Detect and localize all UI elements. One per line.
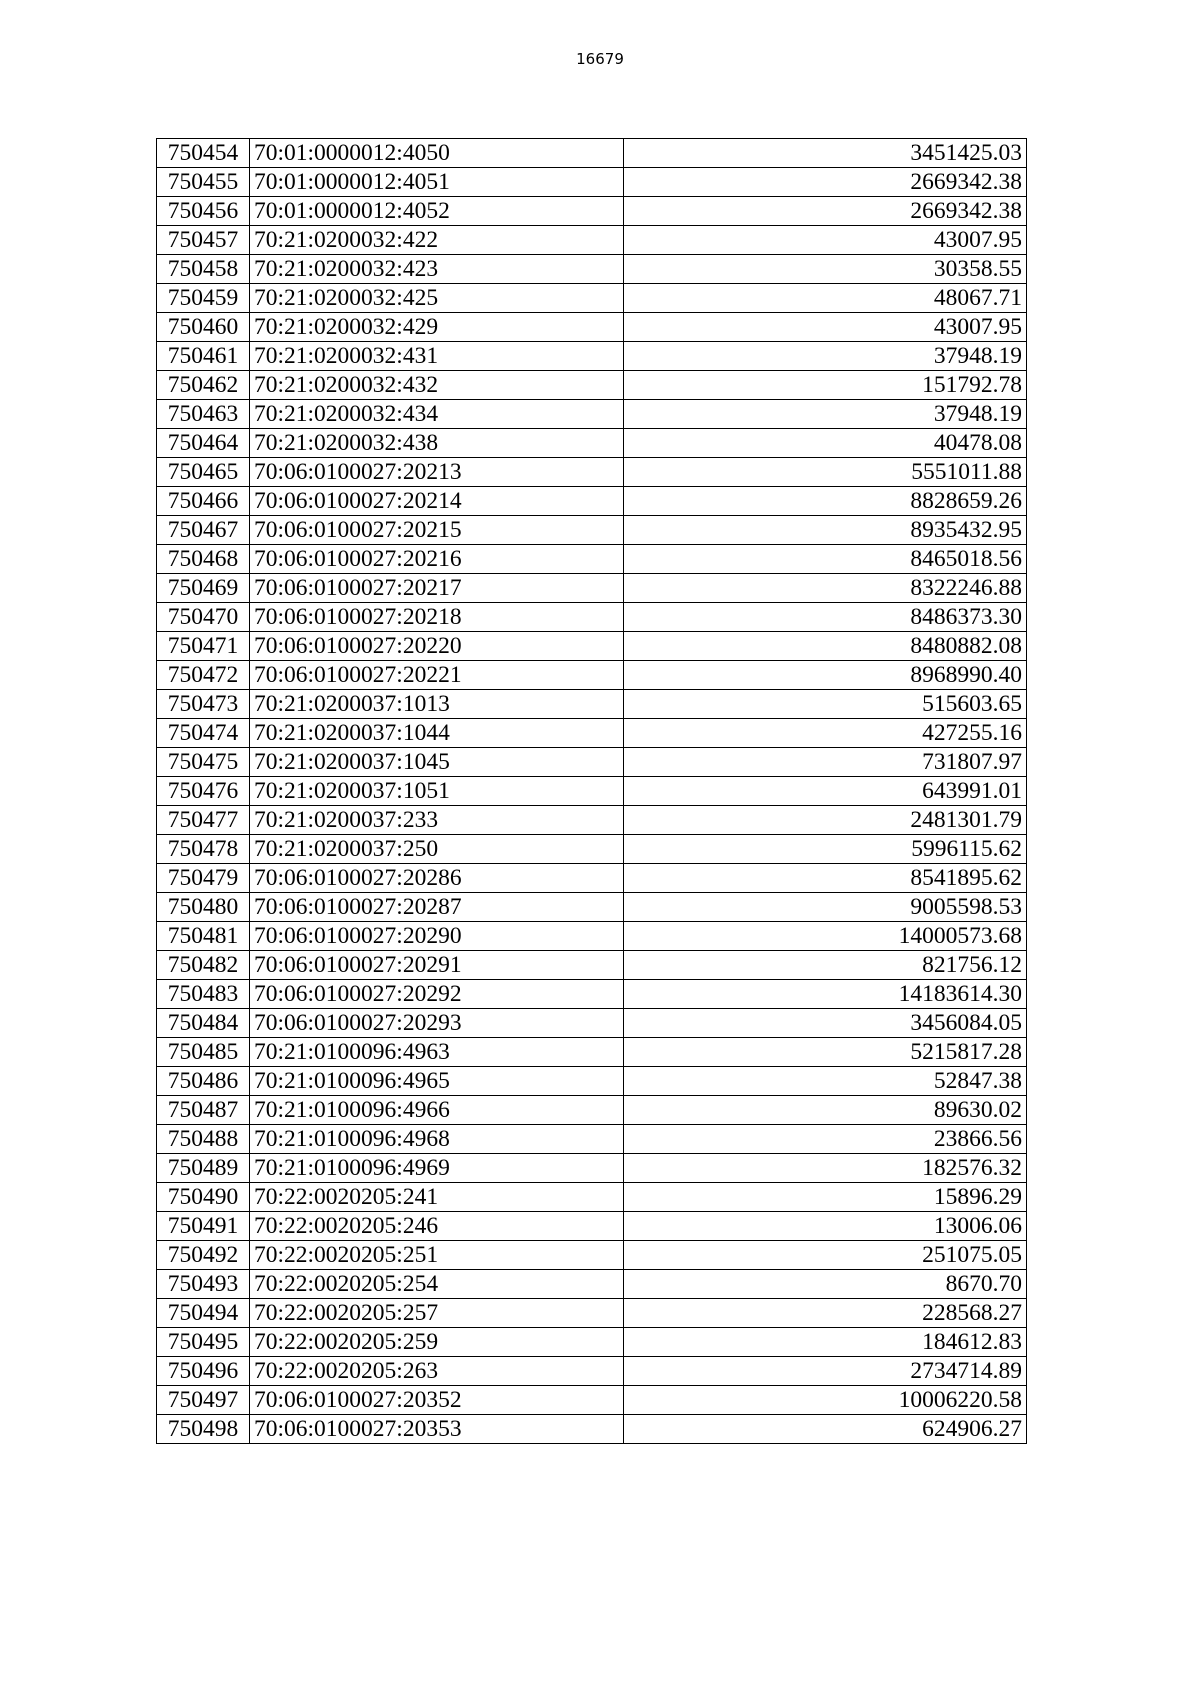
cadastral-value-cell: 2734714.89 bbox=[624, 1357, 1027, 1386]
cadastral-value-cell: 8465018.56 bbox=[624, 545, 1027, 574]
row-number-cell: 750467 bbox=[157, 516, 250, 545]
cadastral-number-cell: 70:06:0100027:20286 bbox=[250, 864, 624, 893]
cadastral-value-cell: 8968990.40 bbox=[624, 661, 1027, 690]
cadastral-value-cell: 52847.38 bbox=[624, 1067, 1027, 1096]
table-row bbox=[157, 1241, 1027, 1270]
row-number-cell: 750496 bbox=[157, 1357, 250, 1386]
table-row bbox=[157, 400, 1027, 429]
cadastral-value-cell: 23866.56 bbox=[624, 1125, 1027, 1154]
row-number-cell: 750474 bbox=[157, 719, 250, 748]
row-number-cell: 750485 bbox=[157, 1038, 250, 1067]
cadastral-value-cell: 3456084.05 bbox=[624, 1009, 1027, 1038]
table-row bbox=[157, 458, 1027, 487]
row-number-cell: 750471 bbox=[157, 632, 250, 661]
row-number-cell: 750475 bbox=[157, 748, 250, 777]
row-number-cell: 750482 bbox=[157, 951, 250, 980]
cadastral-value-cell: 15896.29 bbox=[624, 1183, 1027, 1212]
cadastral-value-cell: 9005598.53 bbox=[624, 893, 1027, 922]
table-row bbox=[157, 806, 1027, 835]
page-number: 16679 bbox=[576, 50, 624, 68]
table-body bbox=[157, 139, 1027, 1444]
row-number-cell: 750486 bbox=[157, 1067, 250, 1096]
cadastral-number-cell: 70:21:0200032:431 bbox=[250, 342, 624, 371]
row-number-cell: 750480 bbox=[157, 893, 250, 922]
cadastral-number-cell: 70:06:0100027:20215 bbox=[250, 516, 624, 545]
cadastral-value-cell: 515603.65 bbox=[624, 690, 1027, 719]
table-row bbox=[157, 284, 1027, 313]
cadastral-value-cell: 2669342.38 bbox=[624, 197, 1027, 226]
table-row bbox=[157, 632, 1027, 661]
cadastral-value-cell: 48067.71 bbox=[624, 284, 1027, 313]
cadastral-value-cell: 821756.12 bbox=[624, 951, 1027, 980]
row-number-cell: 750464 bbox=[157, 429, 250, 458]
cadastral-value-cell: 37948.19 bbox=[624, 342, 1027, 371]
table-row bbox=[157, 429, 1027, 458]
row-number-cell: 750483 bbox=[157, 980, 250, 1009]
table-row bbox=[157, 1386, 1027, 1415]
cadastral-value-cell: 2669342.38 bbox=[624, 168, 1027, 197]
cadastral-value-cell: 228568.27 bbox=[624, 1299, 1027, 1328]
cadastral-number-cell: 70:06:0100027:20293 bbox=[250, 1009, 624, 1038]
cadastral-number-cell: 70:06:0100027:20217 bbox=[250, 574, 624, 603]
cadastral-number-cell: 70:21:0200037:1045 bbox=[250, 748, 624, 777]
row-number-cell: 750466 bbox=[157, 487, 250, 516]
cadastral-value-cell: 2481301.79 bbox=[624, 806, 1027, 835]
table-row bbox=[157, 777, 1027, 806]
table-row bbox=[157, 255, 1027, 284]
row-number-cell: 750456 bbox=[157, 197, 250, 226]
cadastral-number-cell: 70:06:0100027:20353 bbox=[250, 1415, 624, 1444]
cadastral-value-cell: 8322246.88 bbox=[624, 574, 1027, 603]
cadastral-number-cell: 70:06:0100027:20218 bbox=[250, 603, 624, 632]
row-number-cell: 750469 bbox=[157, 574, 250, 603]
table-row bbox=[157, 1067, 1027, 1096]
cadastral-number-cell: 70:06:0100027:20214 bbox=[250, 487, 624, 516]
cadastral-value-cell: 10006220.58 bbox=[624, 1386, 1027, 1415]
table-row bbox=[157, 371, 1027, 400]
cadastral-number-cell: 70:21:0100096:4966 bbox=[250, 1096, 624, 1125]
row-number-cell: 750489 bbox=[157, 1154, 250, 1183]
table-row bbox=[157, 603, 1027, 632]
cadastral-value-cell: 8480882.08 bbox=[624, 632, 1027, 661]
cadastral-number-cell: 70:22:0020205:241 bbox=[250, 1183, 624, 1212]
cadastral-value-cell: 731807.97 bbox=[624, 748, 1027, 777]
row-number-cell: 750463 bbox=[157, 400, 250, 429]
table-row bbox=[157, 835, 1027, 864]
table-row bbox=[157, 487, 1027, 516]
table-row bbox=[157, 1299, 1027, 1328]
row-number-cell: 750462 bbox=[157, 371, 250, 400]
cadastral-number-cell: 70:06:0100027:20213 bbox=[250, 458, 624, 487]
cadastral-number-cell: 70:22:0020205:246 bbox=[250, 1212, 624, 1241]
cadastral-number-cell: 70:01:0000012:4050 bbox=[250, 139, 624, 168]
table-row bbox=[157, 1038, 1027, 1067]
cadastral-number-cell: 70:21:0200037:1044 bbox=[250, 719, 624, 748]
cadastral-value-cell: 40478.08 bbox=[624, 429, 1027, 458]
cadastral-number-cell: 70:21:0100096:4969 bbox=[250, 1154, 624, 1183]
cadastral-number-cell: 70:06:0100027:20291 bbox=[250, 951, 624, 980]
cadastral-value-cell: 3451425.03 bbox=[624, 139, 1027, 168]
table-row bbox=[157, 951, 1027, 980]
row-number-cell: 750457 bbox=[157, 226, 250, 255]
table-row bbox=[157, 516, 1027, 545]
table-row bbox=[157, 1183, 1027, 1212]
cadastral-number-cell: 70:21:0200037:233 bbox=[250, 806, 624, 835]
row-number-cell: 750458 bbox=[157, 255, 250, 284]
table-row bbox=[157, 1154, 1027, 1183]
cadastral-value-cell: 427255.16 bbox=[624, 719, 1027, 748]
row-number-cell: 750498 bbox=[157, 1415, 250, 1444]
cadastral-number-cell: 70:21:0100096:4965 bbox=[250, 1067, 624, 1096]
row-number-cell: 750478 bbox=[157, 835, 250, 864]
row-number-cell: 750497 bbox=[157, 1386, 250, 1415]
cadastral-value-cell: 5551011.88 bbox=[624, 458, 1027, 487]
table-row bbox=[157, 1096, 1027, 1125]
cadastral-value-cell: 89630.02 bbox=[624, 1096, 1027, 1125]
cadastral-table bbox=[156, 138, 1027, 1444]
row-number-cell: 750454 bbox=[157, 139, 250, 168]
cadastral-number-cell: 70:21:0200032:432 bbox=[250, 371, 624, 400]
table-row bbox=[157, 1328, 1027, 1357]
row-number-cell: 750460 bbox=[157, 313, 250, 342]
table-row bbox=[157, 574, 1027, 603]
row-number-cell: 750459 bbox=[157, 284, 250, 313]
table-row bbox=[157, 748, 1027, 777]
row-number-cell: 750491 bbox=[157, 1212, 250, 1241]
cadastral-value-cell: 8670.70 bbox=[624, 1270, 1027, 1299]
table-row bbox=[157, 226, 1027, 255]
cadastral-number-cell: 70:22:0020205:259 bbox=[250, 1328, 624, 1357]
table-row bbox=[157, 1357, 1027, 1386]
row-number-cell: 750495 bbox=[157, 1328, 250, 1357]
row-number-cell: 750476 bbox=[157, 777, 250, 806]
row-number-cell: 750468 bbox=[157, 545, 250, 574]
cadastral-number-cell: 70:21:0200032:422 bbox=[250, 226, 624, 255]
table-row bbox=[157, 313, 1027, 342]
cadastral-number-cell: 70:21:0100096:4968 bbox=[250, 1125, 624, 1154]
row-number-cell: 750484 bbox=[157, 1009, 250, 1038]
cadastral-number-cell: 70:21:0100096:4963 bbox=[250, 1038, 624, 1067]
row-number-cell: 750493 bbox=[157, 1270, 250, 1299]
cadastral-number-cell: 70:06:0100027:20292 bbox=[250, 980, 624, 1009]
cadastral-value-cell: 8541895.62 bbox=[624, 864, 1027, 893]
table-row bbox=[157, 690, 1027, 719]
cadastral-number-cell: 70:22:0020205:257 bbox=[250, 1299, 624, 1328]
table-row bbox=[157, 197, 1027, 226]
cadastral-number-cell: 70:21:0200032:425 bbox=[250, 284, 624, 313]
cadastral-number-cell: 70:21:0200032:429 bbox=[250, 313, 624, 342]
cadastral-number-cell: 70:01:0000012:4052 bbox=[250, 197, 624, 226]
table-row bbox=[157, 545, 1027, 574]
row-number-cell: 750488 bbox=[157, 1125, 250, 1154]
table-row bbox=[157, 661, 1027, 690]
cadastral-number-cell: 70:22:0020205:263 bbox=[250, 1357, 624, 1386]
table-row bbox=[157, 1212, 1027, 1241]
cadastral-number-cell: 70:22:0020205:254 bbox=[250, 1270, 624, 1299]
cadastral-number-cell: 70:21:0200032:438 bbox=[250, 429, 624, 458]
cadastral-value-cell: 624906.27 bbox=[624, 1415, 1027, 1444]
row-number-cell: 750455 bbox=[157, 168, 250, 197]
table-row bbox=[157, 1270, 1027, 1299]
cadastral-value-cell: 8828659.26 bbox=[624, 487, 1027, 516]
row-number-cell: 750470 bbox=[157, 603, 250, 632]
row-number-cell: 750473 bbox=[157, 690, 250, 719]
cadastral-value-cell: 184612.83 bbox=[624, 1328, 1027, 1357]
cadastral-number-cell: 70:21:0200037:1051 bbox=[250, 777, 624, 806]
table-row bbox=[157, 1415, 1027, 1444]
row-number-cell: 750479 bbox=[157, 864, 250, 893]
table-row bbox=[157, 1009, 1027, 1038]
row-number-cell: 750472 bbox=[157, 661, 250, 690]
cadastral-value-cell: 37948.19 bbox=[624, 400, 1027, 429]
table-row bbox=[157, 893, 1027, 922]
cadastral-number-cell: 70:06:0100027:20220 bbox=[250, 632, 624, 661]
cadastral-value-cell: 251075.05 bbox=[624, 1241, 1027, 1270]
cadastral-value-cell: 643991.01 bbox=[624, 777, 1027, 806]
cadastral-number-cell: 70:22:0020205:251 bbox=[250, 1241, 624, 1270]
cadastral-number-cell: 70:21:0200032:423 bbox=[250, 255, 624, 284]
table-row bbox=[157, 719, 1027, 748]
table-row bbox=[157, 1125, 1027, 1154]
cadastral-number-cell: 70:06:0100027:20221 bbox=[250, 661, 624, 690]
cadastral-value-cell: 14000573.68 bbox=[624, 922, 1027, 951]
cadastral-number-cell: 70:06:0100027:20287 bbox=[250, 893, 624, 922]
cadastral-value-cell: 182576.32 bbox=[624, 1154, 1027, 1183]
cadastral-value-cell: 43007.95 bbox=[624, 226, 1027, 255]
table-row bbox=[157, 922, 1027, 951]
row-number-cell: 750477 bbox=[157, 806, 250, 835]
cadastral-value-cell: 151792.78 bbox=[624, 371, 1027, 400]
cadastral-number-cell: 70:01:0000012:4051 bbox=[250, 168, 624, 197]
cadastral-number-cell: 70:06:0100027:20216 bbox=[250, 545, 624, 574]
row-number-cell: 750461 bbox=[157, 342, 250, 371]
table-row bbox=[157, 980, 1027, 1009]
cadastral-number-cell: 70:21:0200037:250 bbox=[250, 835, 624, 864]
row-number-cell: 750494 bbox=[157, 1299, 250, 1328]
cadastral-number-cell: 70:21:0200037:1013 bbox=[250, 690, 624, 719]
cadastral-value-cell: 8935432.95 bbox=[624, 516, 1027, 545]
row-number-cell: 750481 bbox=[157, 922, 250, 951]
row-number-cell: 750465 bbox=[157, 458, 250, 487]
table-row bbox=[157, 864, 1027, 893]
table-row bbox=[157, 342, 1027, 371]
row-number-cell: 750487 bbox=[157, 1096, 250, 1125]
cadastral-number-cell: 70:06:0100027:20290 bbox=[250, 922, 624, 951]
cadastral-value-cell: 30358.55 bbox=[624, 255, 1027, 284]
table-row bbox=[157, 139, 1027, 168]
row-number-cell: 750490 bbox=[157, 1183, 250, 1212]
cadastral-value-cell: 8486373.30 bbox=[624, 603, 1027, 632]
cadastral-value-cell: 13006.06 bbox=[624, 1212, 1027, 1241]
cadastral-value-cell: 5996115.62 bbox=[624, 835, 1027, 864]
cadastral-value-cell: 43007.95 bbox=[624, 313, 1027, 342]
row-number-cell: 750492 bbox=[157, 1241, 250, 1270]
table-row bbox=[157, 168, 1027, 197]
cadastral-number-cell: 70:21:0200032:434 bbox=[250, 400, 624, 429]
cadastral-number-cell: 70:06:0100027:20352 bbox=[250, 1386, 624, 1415]
cadastral-value-cell: 5215817.28 bbox=[624, 1038, 1027, 1067]
cadastral-value-cell: 14183614.30 bbox=[624, 980, 1027, 1009]
